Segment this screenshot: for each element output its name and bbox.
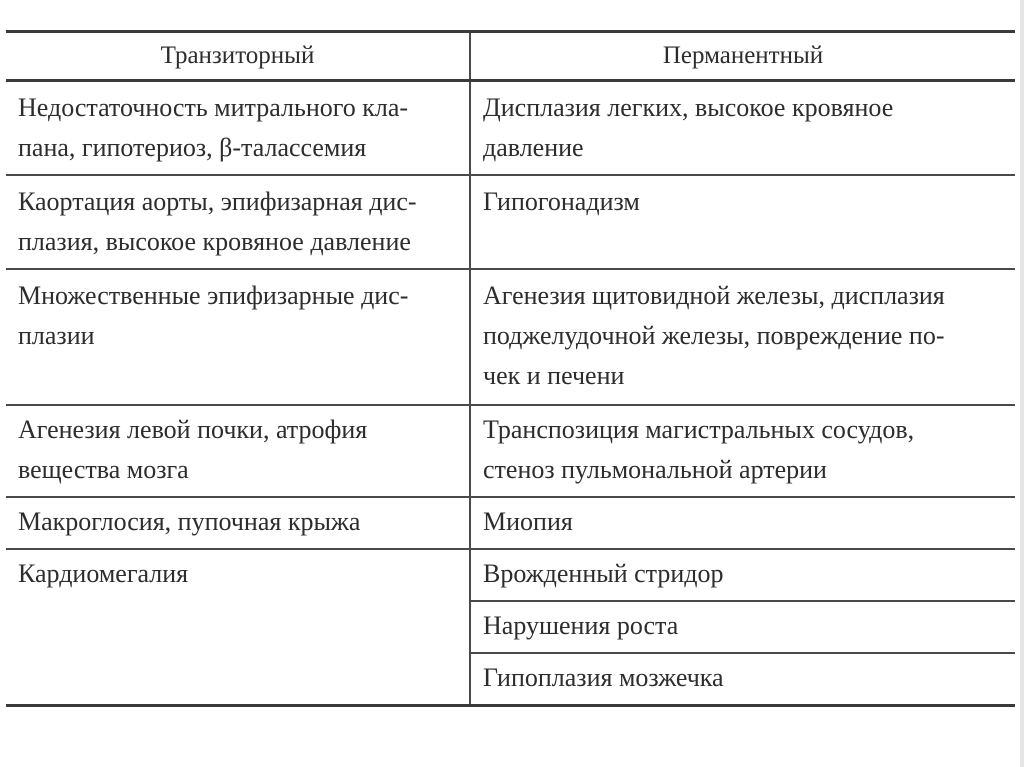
cell-line: Агенезия левой почки, атрофия xyxy=(18,415,368,444)
table-row xyxy=(6,269,1015,405)
cell-line: Транспозиция магистральных сосудов, xyxy=(483,415,915,444)
cell-line: пана, гипотериоз, β-талассемия xyxy=(18,133,367,162)
cell-line: Гипоплазия мозжечка xyxy=(483,663,724,692)
cell-permanent xyxy=(470,405,1015,497)
cell-line: чек и печени xyxy=(483,361,625,390)
cell-line: Гипогонадизм xyxy=(483,187,640,216)
cell-line: Дисплазия легких, высокое кровяное xyxy=(483,93,894,122)
table-header-row xyxy=(6,32,1015,81)
cell-line: Врожденный стридор xyxy=(483,559,724,588)
cell-line: Каортация аорты, эпифизарная дис- xyxy=(18,187,417,216)
cell-line: плазия, высокое кровяное давление xyxy=(18,227,411,256)
page-edge-shadow xyxy=(1020,0,1024,767)
table-row xyxy=(6,497,1015,549)
cell-permanent xyxy=(470,497,1015,549)
cell-line: Миопия xyxy=(483,507,573,536)
cell-transitory xyxy=(6,175,470,269)
comparison-table-container xyxy=(6,30,1015,707)
cell-line: Агенезия щитовидной железы, дисплазия xyxy=(483,281,945,310)
header-permanent: Перманентный xyxy=(662,42,824,69)
cell-transitory xyxy=(6,497,470,549)
cell-line: Нарушения роста xyxy=(483,611,679,640)
comparison-table xyxy=(6,30,1015,707)
cell-transitory xyxy=(6,269,470,405)
cell-line: плазии xyxy=(18,321,95,350)
cell-line: Макроглосия, пупочная крыжа xyxy=(18,507,361,536)
cell-permanent xyxy=(470,175,1015,269)
cell-line: поджелудочной железы, повреждение по- xyxy=(483,321,945,350)
cell-transitory xyxy=(6,405,470,497)
cell-line: вещества мозга xyxy=(18,455,189,484)
cell-permanent xyxy=(470,601,1015,653)
cell-permanent xyxy=(470,269,1015,405)
header-transitory: Транзиторный xyxy=(6,32,470,81)
cell-line: давление xyxy=(483,133,584,162)
table-row xyxy=(6,405,1015,497)
cell-line: Недостаточность митрального кла- xyxy=(18,93,409,122)
table-row xyxy=(6,549,1015,601)
table-row xyxy=(6,175,1015,269)
cell-transitory xyxy=(6,549,470,706)
cell-line: стеноз пульмональной артерии xyxy=(483,455,827,484)
table-row xyxy=(6,81,1015,176)
cell-permanent xyxy=(470,653,1015,706)
cell-transitory xyxy=(6,81,470,176)
cell-line: Множественные эпифизарные дис- xyxy=(18,281,409,310)
cell-permanent xyxy=(470,81,1015,176)
cell-permanent xyxy=(470,549,1015,601)
cell-line: Кардиомегалия xyxy=(18,559,189,588)
